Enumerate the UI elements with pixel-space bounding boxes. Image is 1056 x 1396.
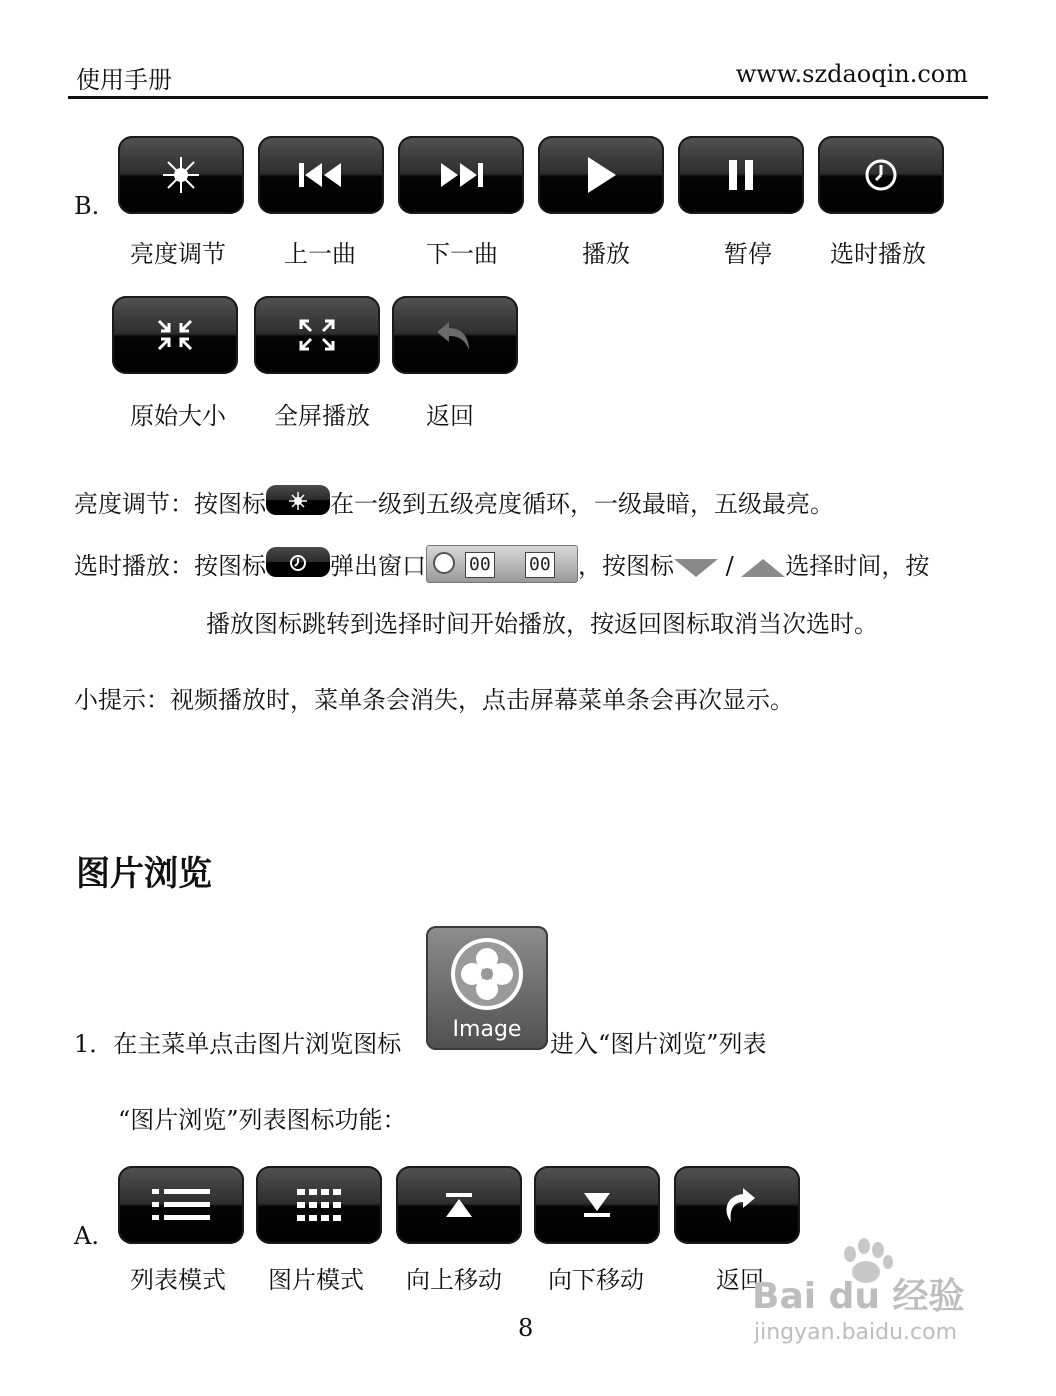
label-list-mode: 列表模式 [130,1266,226,1294]
pause-button[interactable] [678,136,804,214]
label-back: 返回 [426,402,474,430]
play-button[interactable] [538,136,664,214]
step1-after: 进入“图片浏览”列表 [550,1030,767,1058]
timeplay-note-line2: 播放图标跳转到选择时间开始播放，按返回图标取消当次选时。 [206,610,878,638]
brightness-button[interactable] [118,136,244,214]
move-up-icon [444,1191,474,1219]
list-icon [150,1185,212,1225]
list-mode-button[interactable] [118,1166,244,1244]
skip-forward-icon [437,160,485,190]
timeplay-note-after2: 选择时间，按 [785,552,930,580]
clock-icon [433,552,455,574]
return-arrow-icon [435,318,475,352]
slash: / [725,552,734,580]
image-icon-caption: Image [452,1017,522,1042]
shrink-icon [155,317,195,353]
move-down-button[interactable] [534,1166,660,1244]
label-brightness: 亮度调节 [130,240,226,268]
label-grid-mode: 图片模式 [268,1266,364,1294]
pause-icon [726,158,756,192]
next-track-button[interactable] [398,136,524,214]
page-number: 8 [518,1314,534,1342]
flower-icon [447,934,527,1014]
timeplay-note [74,546,929,587]
section-a-marker: A. [74,1222,99,1250]
time-picker-popup [426,545,578,583]
brightness-note-before: 亮度调节：按图标 [74,490,266,518]
label-original-size: 原始大小 [130,402,226,430]
label-move-up: 向上移动 [406,1266,502,1294]
timeplay-note-before: 选时播放：按图标 [74,552,266,580]
label-return: 返回 [716,1266,764,1294]
header-url: www.szdaoqin.com [735,60,968,88]
timeplay-note-middle: 弹出窗口 [330,552,426,580]
label-timed-play: 选时播放 [830,240,926,268]
label-fullscreen: 全屏播放 [274,402,370,430]
grid-mode-button[interactable] [256,1166,382,1244]
header-title: 使用手册 [76,66,172,94]
expand-icon [297,317,337,353]
brightness-note-after: 在一级到五级亮度循环，一级最暗，五级最亮。 [330,490,834,518]
minute-field[interactable]: 00 [465,552,495,578]
image-app-icon[interactable] [426,926,548,1050]
sun-icon [288,491,308,511]
original-size-button[interactable] [112,296,238,374]
header-rule [68,96,988,99]
timed-play-button[interactable] [818,136,944,214]
back-button[interactable] [392,296,518,374]
play-icon [584,155,618,195]
section-title: 图片浏览 [76,854,212,894]
curved-return-icon [717,1186,757,1224]
section-b-marker: B. [74,192,100,220]
timeplay-note-after1: ，按图标 [578,552,674,580]
sun-icon [161,155,201,195]
label-pause: 暂停 [724,240,772,268]
return-button[interactable] [674,1166,800,1244]
step1-before: 1．在主菜单点击图片浏览图标 [74,1030,402,1058]
triangle-down-icon [674,559,718,577]
watermark-url: jingyan.baidu.com [754,1320,958,1345]
label-play: 播放 [582,240,630,268]
label-move-down: 向下移动 [548,1266,644,1294]
previous-track-button[interactable] [258,136,384,214]
grid-icon [295,1185,343,1225]
move-down-icon [582,1191,612,1219]
skip-back-icon [297,160,345,190]
fullscreen-button[interactable] [254,296,380,374]
timeplay-mini-icon [266,547,330,577]
brightness-note [74,484,834,521]
list-subtitle: “图片浏览”列表图标功能： [118,1106,407,1134]
clock-icon [863,157,899,193]
tip-text: 小提示：视频播放时，菜单条会消失，点击屏幕菜单条会再次显示。 [74,686,794,714]
watermark-brand: Bai du 经验 [752,1276,965,1317]
move-up-button[interactable] [396,1166,522,1244]
clock-icon [288,553,308,573]
triangle-up-icon [741,559,785,577]
second-field[interactable]: 00 [525,552,555,578]
label-next: 下一曲 [426,240,498,268]
brightness-mini-icon [266,485,330,515]
label-previous: 上一曲 [284,240,356,268]
